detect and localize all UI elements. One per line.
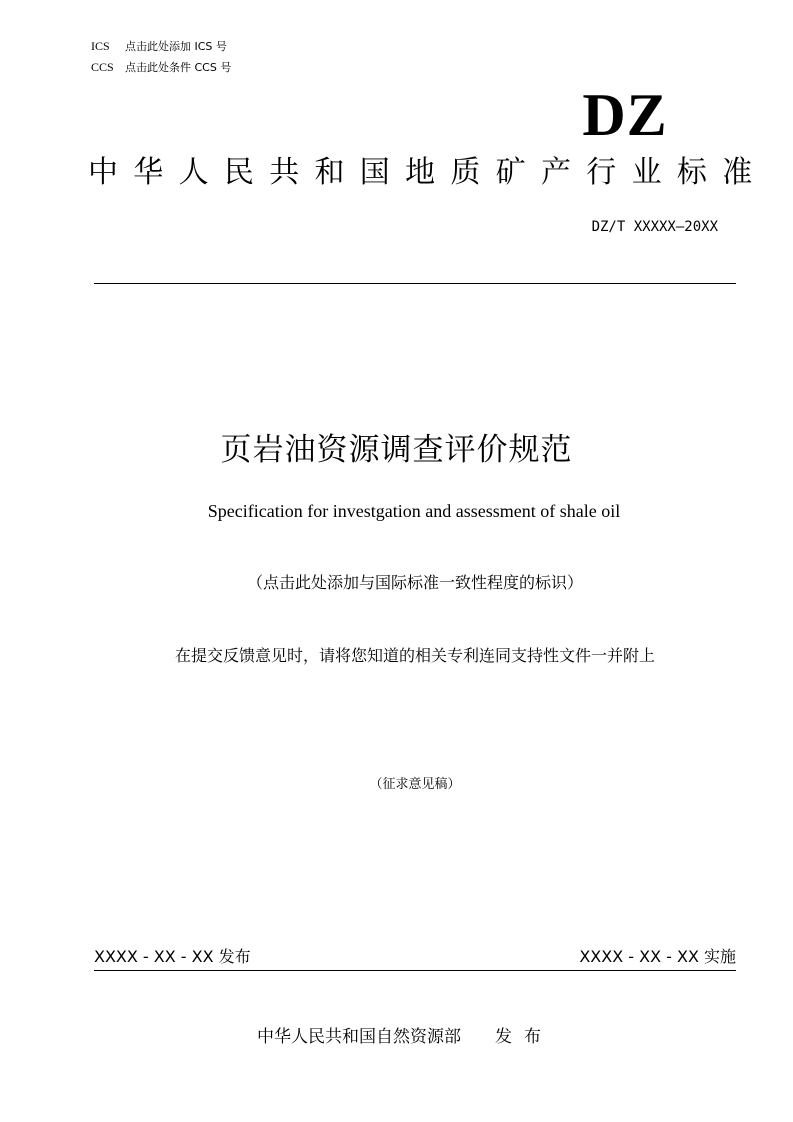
footer-divider <box>94 970 736 971</box>
draft-status: （征求意见稿） <box>369 777 461 792</box>
document-title-en[interactable]: Specification for investgation and assessment of shale oil <box>207 501 621 521</box>
issue-date[interactable]: XXXX - XX - XX 发布 <box>94 947 251 966</box>
ics-line <box>91 38 227 55</box>
ccs-value[interactable]: 点击此处条件 CCS 号 <box>125 61 232 74</box>
implement-date[interactable]: XXXX - XX - XX 实施 <box>579 947 736 966</box>
patent-note: 在提交反馈意见时，请将您知道的相关专利连同支持性文件一并附上 <box>174 646 655 665</box>
header-divider <box>94 283 736 284</box>
ccs-label: CCS <box>91 60 114 74</box>
document-title-cn[interactable]: 页岩油资源调查评价规范 <box>220 432 573 468</box>
publisher-line <box>0 1024 793 1050</box>
ccs-line <box>91 59 231 76</box>
publisher-action: 发布 <box>495 1027 553 1047</box>
ics-label: ICS <box>91 39 110 53</box>
organization-title: 中华人民共和国地质矿产行业标准 <box>88 155 768 190</box>
standard-code[interactable]: DZ/T XXXXX—20XX <box>591 219 718 235</box>
publisher-name: 中华人民共和国自然资源部 <box>257 1027 461 1047</box>
dz-logo: DZ <box>582 82 668 148</box>
consistency-note[interactable]: （点击此处添加与国际标准一致性程度的标识） <box>246 573 583 592</box>
ics-value[interactable]: 点击此处添加 ICS 号 <box>125 40 227 53</box>
